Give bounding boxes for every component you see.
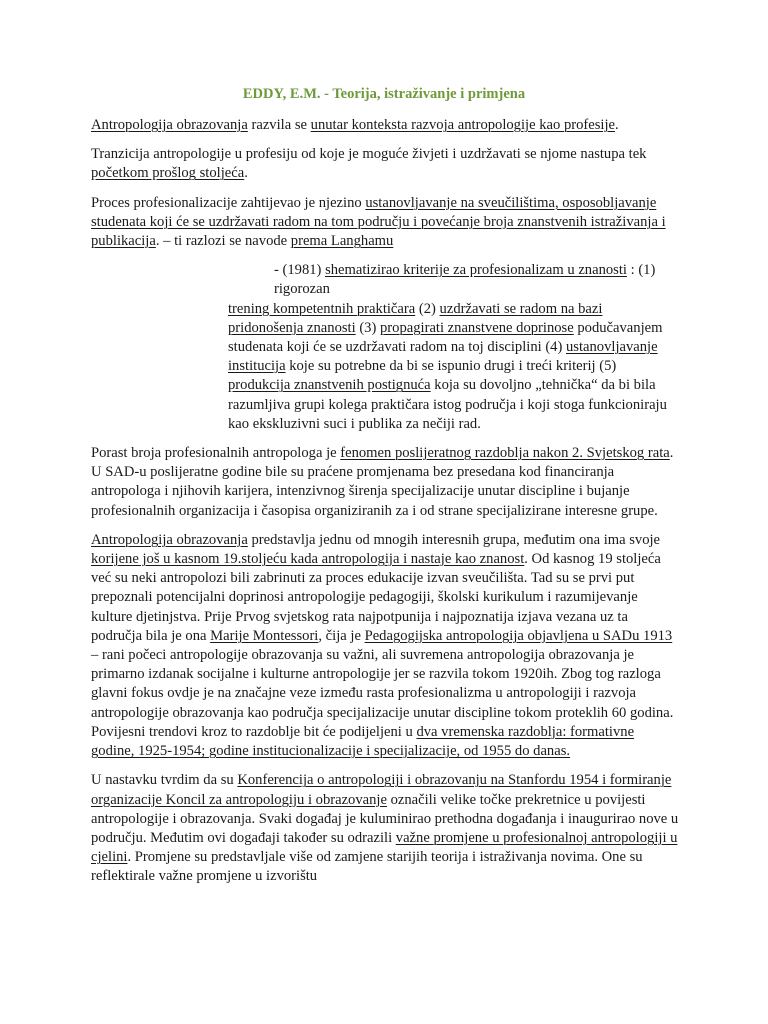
text-run: . U SAD-u poslijeratne godine bile su praćene promjenama bez presedana kod financiranja antropologa i njihovih karijera, intenzivnog širenja specijalizacije unutar discipline i bujanje profesionalnih organizacija i časopisa organiziranih za i od strane specijalizirane interesne grupe. <box>91 445 674 519</box>
underlined-phrase: trening kompetentnih praktičara <box>228 300 416 317</box>
text-run: : (1) rigorozan <box>274 262 656 298</box>
underlined-phrase: Pedagogijska antropologija objavljena u SADu 1913 <box>364 627 673 644</box>
underlined-phrase: Konferencija o antropologiji i obrazovanju na Stanfordu 1954 i formiranje organizacije Koncil za antropologiju i obrazovanje <box>91 772 672 808</box>
underlined-phrase: Antropologija obrazovanja <box>91 531 248 548</box>
paragraph-1 <box>91 116 681 135</box>
underlined-phrase: uzdržavati se radom na bazi pridonošenja znanosti <box>228 300 603 336</box>
underlined-phrase: unutar konteksta razvoja antropologije kao profesije <box>310 117 615 133</box>
text-run: Proces profesionalizacije zahtijevao je njezino <box>91 194 366 211</box>
underlined-phrase: fenomen poslijeratnog razdoblja nakon 2. Svjetskog rata <box>340 445 670 462</box>
text-run: . <box>615 117 619 133</box>
text-run: - (1981) <box>274 262 326 279</box>
paragraph-7 <box>91 771 681 886</box>
paragraph-6 <box>91 531 681 761</box>
underlined-phrase: Marije Montessori <box>210 627 319 644</box>
underlined-phrase: dva vremenska razdoblja: formativne godine, 1925-1954; godine institucionalizacije i specijalizacije, od 1955 do danas. <box>91 723 635 760</box>
text-run: Tranzicija antropologije u profesiju od koje je moguće živjeti i uzdržavati se njome nastupa tek <box>91 146 647 163</box>
text-run: razvila se <box>247 117 311 133</box>
text-run: , čija je <box>318 627 365 644</box>
underlined-phrase: ustanovljavanje institucija <box>228 339 658 375</box>
text-run: koja su dovoljno „tehnička“ da bi bila razumljiva grupi kolega praktičara istog područja i koji stoga funkcioniraju kao ekskluzivni suci i publika za nečiji rad. <box>228 377 667 432</box>
paragraph-4-indented-criteria <box>228 261 681 434</box>
first-line <box>274 261 681 299</box>
text-run: . Od kasnog 19 stoljeća već su neki antropolozi bili zabrinuti za proces edukacije izvan sveučilišta. Tad su se prvi put prepoznali potencijalni doprinosi antropologije pedagogiji, školski kurikulum i razumijevanje kulture djetinjstva. Prije Prvog svjetskog rata najpotpunija i najpoznatija izjava vezana uz ta područja bila je ona <box>91 551 661 644</box>
underlined-phrase: prema Langhamu <box>290 233 394 250</box>
text-run: . Promjene su predstavljale više od zamjene starijih teorija i istraživanja novima. One su reflektirale važne promjene u izvorištu <box>91 849 643 885</box>
text-run: označili velike točke prekretnice u povijesti antropologije i obrazovanja. Svaki događaj je kuluminirao prethodna događanja i inaugurirao nove u području. Međutim ovi događaji također su odrazili <box>91 791 679 846</box>
underlined-phrase: shematizirao kriterije za profesionalizam u znanosti <box>325 262 627 279</box>
text-run: . <box>244 165 248 182</box>
underlined-phrase: propagirati znanstvene doprinose <box>380 319 574 336</box>
paragraph-5 <box>91 444 681 521</box>
paragraph-2 <box>91 145 681 183</box>
text-run: . – ti razlozi se navode <box>155 233 291 250</box>
underlined-phrase: važne promjene u profesionalnoj antropologiji u cjelini <box>91 829 678 866</box>
text-run: – rani počeci antropologije obrazovanja su važni, ali suvremena antropologija obrazovanja je primarno izdanak socijalne i kulturne antropologije jer se razvila tokom 1920ih. Zbog tog razloga glavni fokus ovdje je na značajne veze između rasta profesionalizma u antropologiji i razvoja antropologije obrazovanja kao područja specijalizacije unutar discipline tokom proteklih 60 godina. Povijesni trendovi kroz to razdoblje bit će podijeljeni u <box>91 647 674 740</box>
document-body <box>91 116 681 897</box>
underlined-phrase: korijene još u kasnom 19.stoljeću kada antropologija i nastaje kao znanost <box>91 551 525 568</box>
underlined-phrase: ustanovljavanje na sveučilištima, osposobljavanje studenata koji će se uzdržavati radom na tom području i povećanje broja znanstvenih istraživanja i publikacija <box>91 194 666 250</box>
text-run: (2) <box>415 300 440 317</box>
text-run: U nastavku tvrdim da su <box>91 772 238 789</box>
text-run: (3) <box>355 319 380 336</box>
underlined-phrase: produkcija znanstvenih postignuća <box>228 377 431 394</box>
text-run: podučavanjem studenata koji će se uzdržavati radom na toj disciplini (4) <box>228 319 663 356</box>
text-run: Porast broja profesionalnih antropologa je <box>91 445 341 462</box>
underlined-phrase: početkom prošlog stoljeća <box>91 165 245 182</box>
text-run: koje su potrebne da bi se ispunio drugi i treći kriterij (5) <box>285 358 617 375</box>
document-title: EDDY, E.M. - Teorija, istraživanje i primjena <box>242 86 526 102</box>
text-run: predstavlja jednu od mnogih interesnih grupa, međutim ona ima svoje <box>247 531 661 548</box>
paragraph-3 <box>91 194 681 252</box>
underlined-phrase: Antropologija obrazovanja <box>91 117 248 133</box>
